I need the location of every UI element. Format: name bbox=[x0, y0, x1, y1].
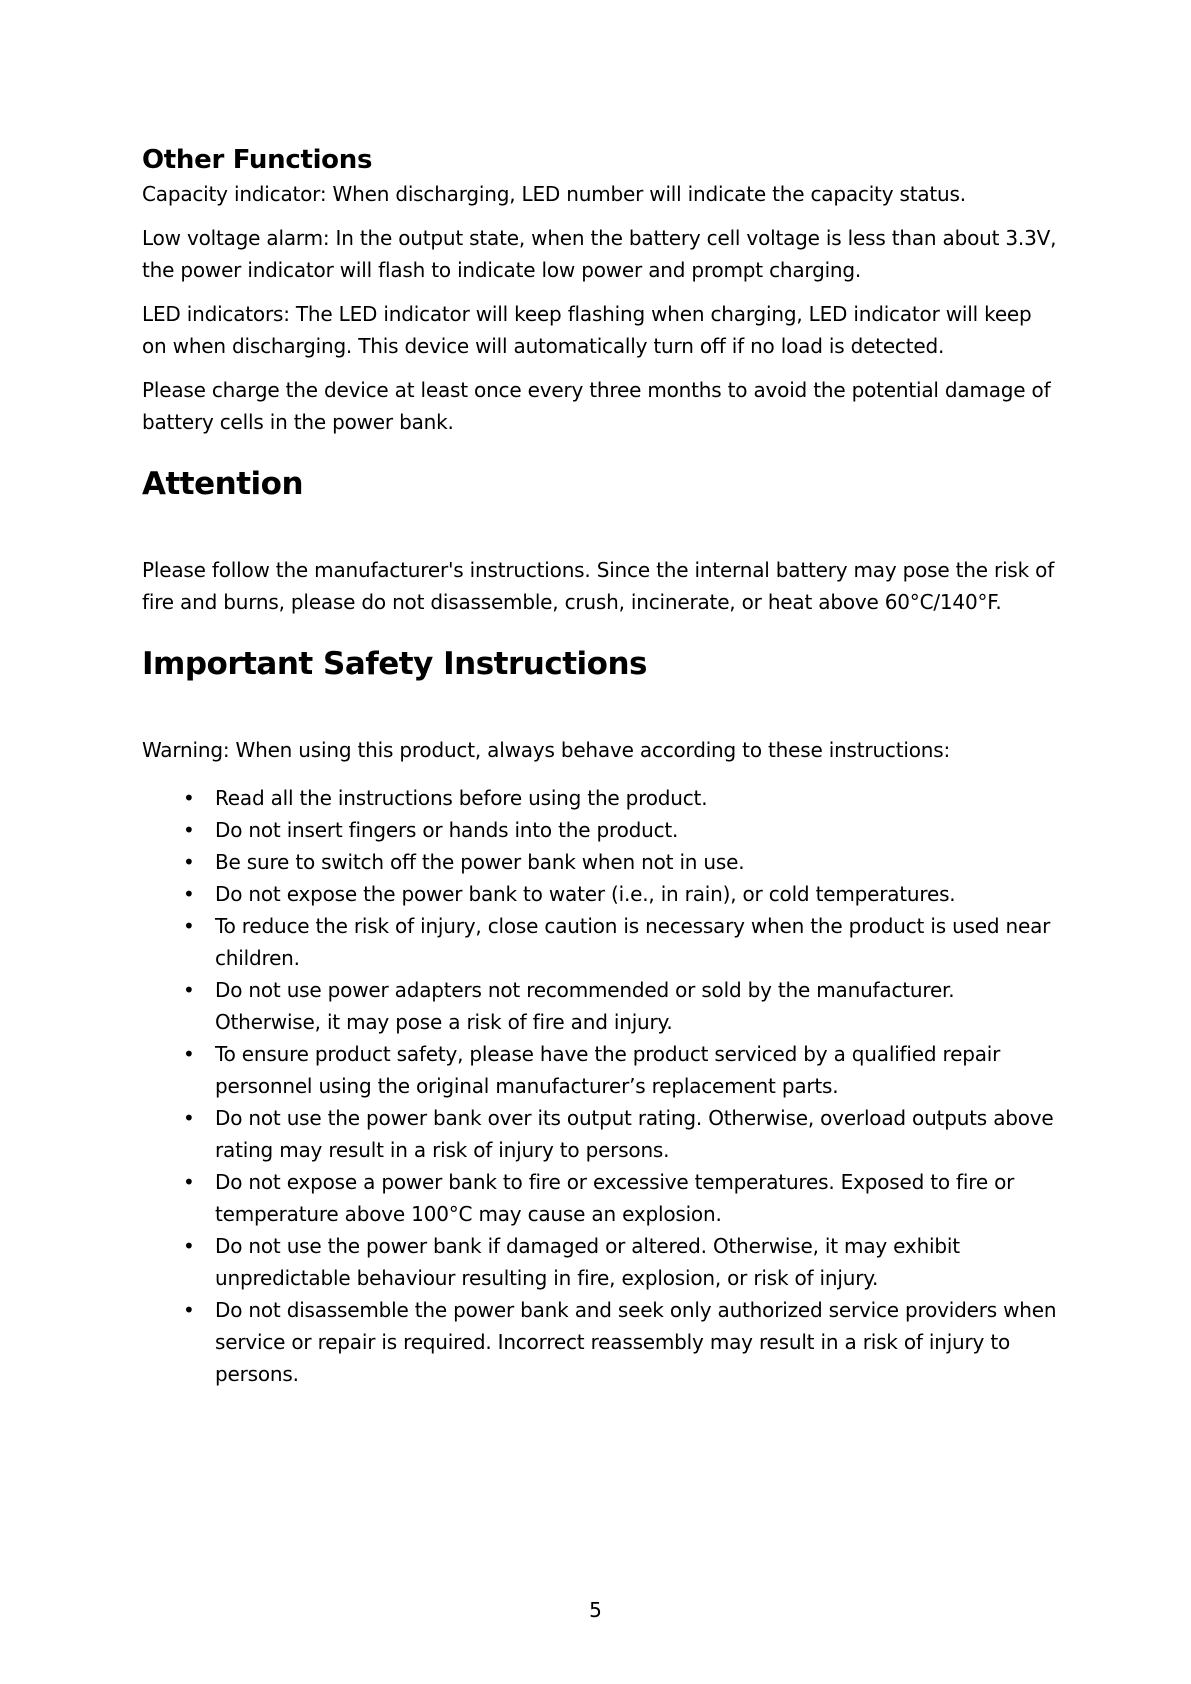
list-item bbox=[142, 846, 1062, 878]
bullet-icon: • bbox=[183, 1170, 195, 1194]
list-item bbox=[142, 1166, 1062, 1230]
list-item-text: Read all the instructions before using the product. bbox=[215, 786, 708, 810]
list-item bbox=[142, 878, 1062, 910]
bullet-icon: • bbox=[183, 882, 195, 906]
list-item bbox=[142, 974, 1062, 1038]
bullet-icon: • bbox=[183, 1234, 195, 1258]
list-item-text: Do not expose the power bank to water (i.e., in rain), or cold temperatures. bbox=[215, 882, 956, 906]
list-item-text: Do not use power adapters not recommended or sold by the manufacturer. Otherwise, it may pose a risk of fire and injury. bbox=[215, 978, 955, 1034]
bullet-icon: • bbox=[183, 1106, 195, 1130]
paragraph-warning: Warning: When using this product, always behave according to these instructions: bbox=[142, 738, 950, 762]
paragraph-charge-reminder: Please charge the device at least once every three months to avoid the potential damage of battery cells in the power bank. bbox=[142, 378, 1051, 434]
paragraph-led-indicators: LED indicators: The LED indicator will keep flashing when charging, LED indicator will keep on when discharging. This device will automatically turn off if no load is detected. bbox=[142, 302, 1032, 358]
bullet-icon: • bbox=[183, 1298, 195, 1322]
list-item bbox=[142, 814, 1062, 846]
bullet-icon: • bbox=[183, 914, 195, 938]
list-item-text: Do not disassemble the power bank and seek only authorized service providers when service or repair is required. Incorrect reassembly may result in a risk of injury to persons. bbox=[215, 1298, 1057, 1386]
list-item bbox=[142, 1038, 1062, 1102]
heading-important-safety-instructions: Important Safety Instructions bbox=[142, 646, 647, 682]
bullet-icon: • bbox=[183, 786, 195, 810]
list-item bbox=[142, 782, 1062, 814]
page-number: 5 bbox=[589, 1598, 602, 1622]
list-item-text: Do not insert fingers or hands into the product. bbox=[215, 818, 679, 842]
list-item-text: Do not expose a power bank to fire or excessive temperatures. Exposed to fire or temperature above 100°C may cause an explosion. bbox=[215, 1170, 1015, 1226]
paragraph-low-voltage-alarm: Low voltage alarm: In the output state, when the battery cell voltage is less than about 3.3V, the power indicator will flash to indicate low power and prompt charging. bbox=[142, 226, 1057, 282]
list-item-text: To reduce the risk of injury, close caution is necessary when the product is used near children. bbox=[215, 914, 1051, 970]
list-item bbox=[142, 1230, 1062, 1294]
list-item-text: Be sure to switch off the power bank when not in use. bbox=[215, 850, 745, 874]
paragraph-attention: Please follow the manufacturer's instructions. Since the internal battery may pose the risk of fire and burns, please do not disassemble, crush, incinerate, or heat above 60°C/140°F. bbox=[142, 558, 1055, 614]
list-item-text: To ensure product safety, please have the product serviced by a qualified repair personnel using the original manufacturer’s replacement parts. bbox=[215, 1042, 1001, 1098]
safety-instructions-list bbox=[142, 782, 1062, 1390]
bullet-icon: • bbox=[183, 818, 195, 842]
heading-attention: Attention bbox=[142, 466, 304, 502]
list-item-text: Do not use the power bank over its output rating. Otherwise, overload outputs above rating may result in a risk of injury to persons. bbox=[215, 1106, 1054, 1162]
paragraph-capacity-indicator: Capacity indicator: When discharging, LED number will indicate the capacity status. bbox=[142, 182, 966, 206]
list-item-text: Do not use the power bank if damaged or altered. Otherwise, it may exhibit unpredictable behaviour resulting in fire, explosion, or risk of injury. bbox=[215, 1234, 960, 1290]
bullet-icon: • bbox=[183, 850, 195, 874]
list-item bbox=[142, 910, 1062, 974]
heading-other-functions: Other Functions bbox=[142, 145, 373, 175]
list-item bbox=[142, 1294, 1062, 1390]
document-page bbox=[142, 142, 1062, 1390]
bullet-icon: • bbox=[183, 978, 195, 1002]
bullet-icon: • bbox=[183, 1042, 195, 1066]
list-item bbox=[142, 1102, 1062, 1166]
